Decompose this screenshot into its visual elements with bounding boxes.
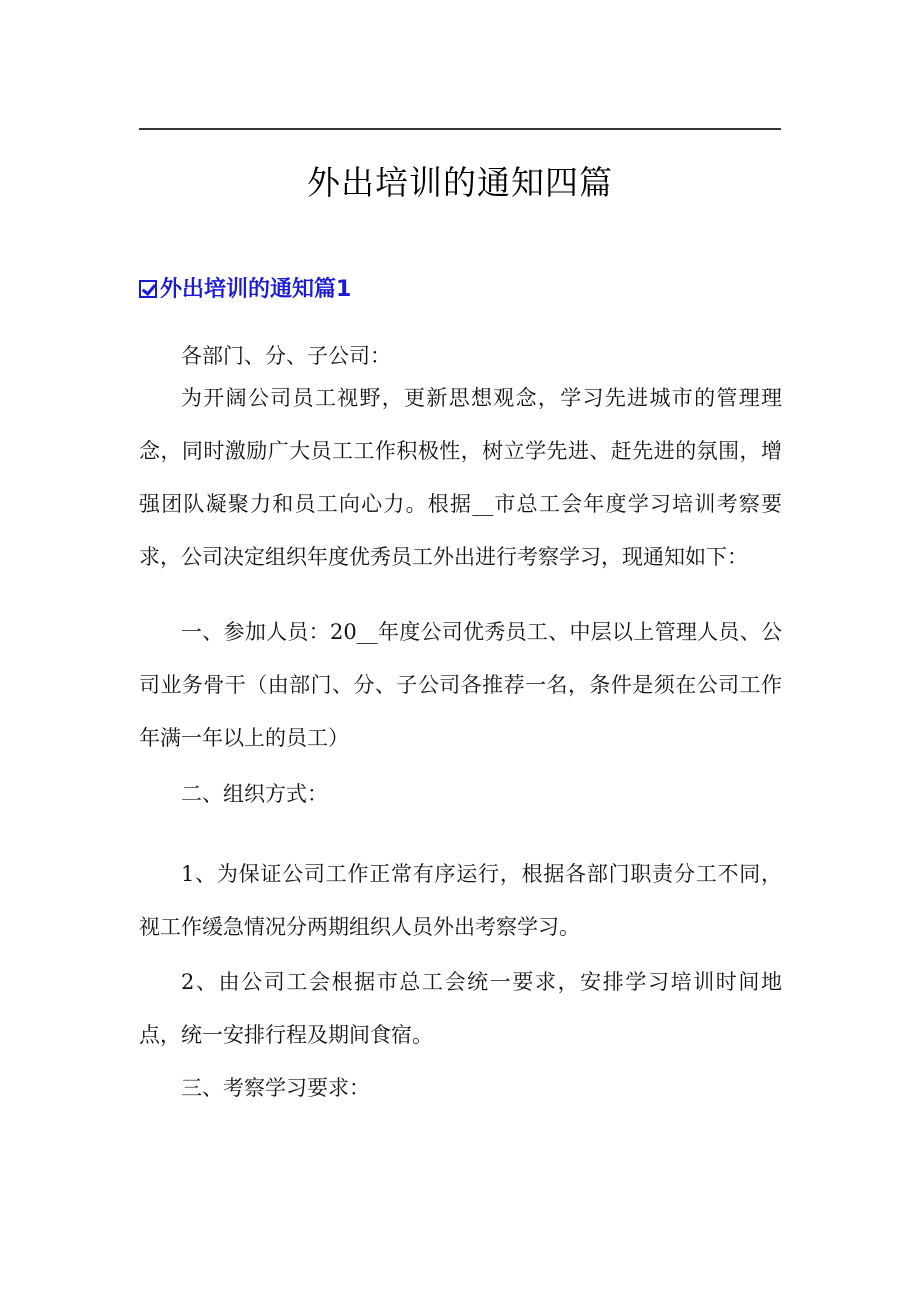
organization-item-2: 2、由公司工会根据市总工会统一要求，安排学习培训时间地点，统一安排行程及期间食宿。	[139, 970, 782, 1047]
header-rule	[139, 128, 781, 130]
requirements-heading: 三、考察学习要求：	[181, 1076, 370, 1100]
participants-paragraph: 一、参加人员：20__年度公司优秀员工、中层以上管理人员、公司业务骨干（由部门、分、子公司各推荐一名，条件是须在公司工作年满一年以上的员工）	[139, 620, 782, 750]
organization-item-1: 1、为保证公司工作正常有序运行，根据各部门职责分工不同，视工作缓急情况分两期组织人员外出考察学习。	[139, 862, 782, 939]
salutation-paragraph: 各部门、分、子公司：	[181, 344, 391, 368]
intro-paragraph: 为开阔公司员工视野，更新思想观念，学习先进城市的管理理念，同时激励广大员工工作积极性，树立学先进、赶先进的氛围，增强团队凝聚力和员工向心力。根据__市总工会年度学习培训考察要求，公司决定组织年度优秀员工外出进行考察学习，现通知如下：	[139, 386, 782, 569]
document-title: 外出培训的通知四篇	[307, 163, 613, 202]
checkbox-checked-icon	[139, 280, 157, 298]
section-heading-text: 外出培训的通知篇1	[160, 277, 352, 302]
organization-heading: 二、组织方式：	[181, 782, 328, 806]
section-heading	[139, 274, 351, 306]
